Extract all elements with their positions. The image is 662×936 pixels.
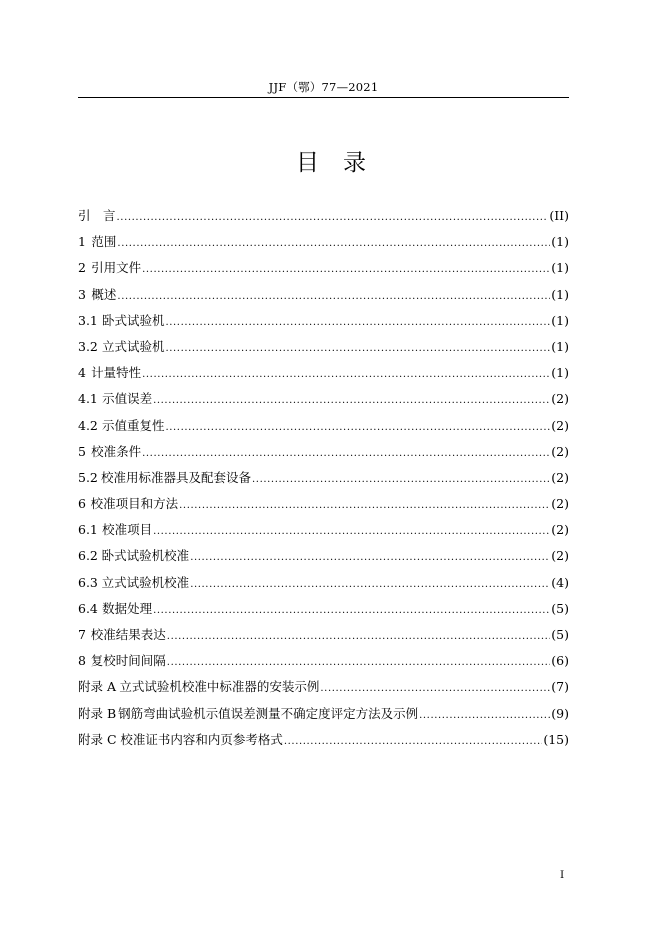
toc-entry-page: (1) — [551, 338, 569, 354]
toc-leader-dots — [165, 313, 550, 333]
toc-entry-number: 3 — [78, 286, 86, 302]
toc-leader-dots — [165, 339, 550, 359]
toc-leader-dots — [153, 391, 550, 411]
toc-entry-foreword[interactable] — [78, 206, 569, 232]
toc-entry-title: 卧式试验机 — [101, 312, 165, 328]
toc-entry-4-2[interactable] — [78, 416, 569, 442]
toc-leader-dots — [419, 706, 550, 726]
toc-entry-5-2[interactable] — [78, 468, 569, 494]
toc-entry-page: (9) — [551, 705, 569, 721]
toc-entry-number: 附录 A — [78, 679, 117, 695]
toc-entry-6[interactable] — [78, 494, 569, 520]
toc-entry-number: 3.1 — [78, 312, 98, 328]
toc-entry-8[interactable] — [78, 651, 569, 677]
toc-entry-number: 1 — [78, 234, 86, 250]
toc-entry-3-1[interactable] — [78, 311, 569, 337]
toc-entry-title: 范围 — [91, 234, 117, 250]
toc-entry-title: 立式试验机校准中标准器的安装示例 — [119, 679, 320, 695]
toc-entry-number: 6.3 — [78, 574, 98, 590]
toc-entry-2[interactable] — [78, 258, 569, 284]
toc-entry-title: 引用文件 — [91, 260, 142, 276]
toc-leader-dots — [117, 208, 549, 228]
toc-leader-dots — [117, 287, 550, 307]
toc-entry-appendix-c[interactable] — [78, 730, 569, 756]
toc-entry-title: 概述 — [91, 286, 117, 302]
toc-entry-6-1[interactable] — [78, 520, 569, 546]
running-header: JJF（鄂）77—2021 — [268, 80, 379, 94]
toc-leader-dots — [167, 627, 550, 647]
toc-entry-title: 立式试验机校准 — [101, 574, 190, 590]
toc-leader-dots — [117, 234, 550, 254]
toc-entry-page: (II) — [549, 208, 569, 223]
toc-entry-page: (2) — [551, 391, 569, 407]
toc-entry-3[interactable] — [78, 285, 569, 311]
toc-entry-3-2[interactable] — [78, 337, 569, 363]
toc-entry-page: (1) — [551, 234, 569, 250]
toc-entry-1[interactable] — [78, 232, 569, 258]
toc-entry-page: (7) — [551, 679, 569, 695]
toc-entry-number: 4.2 — [78, 417, 98, 433]
toc-entry-number: 2 — [78, 260, 86, 276]
toc-entry-page: (1) — [551, 260, 569, 276]
toc-entry-6-2[interactable] — [78, 546, 569, 572]
toc-entry-title: 校准条件 — [91, 443, 142, 459]
toc-entry-page: (1) — [551, 312, 569, 328]
toc-entry-number: 5 — [78, 443, 86, 459]
toc-entry-number: 4.1 — [78, 391, 98, 407]
toc-entry-page: (2) — [551, 496, 569, 512]
toc-title — [0, 148, 662, 178]
toc-leader-dots — [167, 653, 550, 673]
toc-leader-dots — [142, 260, 550, 280]
toc-leader-dots — [284, 732, 542, 752]
toc-entry-page: (5) — [551, 627, 569, 642]
toc-entry-page: (2) — [551, 522, 569, 538]
toc-entry-title: 数据处理 — [102, 600, 153, 616]
toc-entry-number: 附录 B — [78, 705, 117, 721]
toc-entry-number: 6.2 — [78, 548, 98, 564]
toc-leader-dots — [142, 444, 550, 464]
toc-entry-4[interactable] — [78, 363, 569, 389]
toc-entry-number: 8 — [78, 653, 86, 669]
toc-entry-number: 6.1 — [78, 522, 98, 538]
toc-leader-dots — [153, 522, 550, 542]
toc-entry-number: 3.2 — [78, 338, 98, 354]
toc-list — [78, 206, 569, 756]
toc-entry-title: 校准用标准器具及配套设备 — [101, 469, 252, 485]
toc-leader-dots — [142, 365, 550, 385]
toc-entry-page: (5) — [551, 600, 569, 616]
toc-entry-6-4[interactable] — [78, 599, 569, 625]
toc-entry-number: 引 言 — [78, 208, 116, 223]
toc-entry-number: 4 — [78, 365, 86, 381]
toc-leader-dots — [165, 418, 550, 438]
toc-entry-appendix-b[interactable] — [78, 704, 569, 730]
toc-entry-5[interactable] — [78, 442, 569, 468]
toc-entry-4-1[interactable] — [78, 389, 569, 415]
toc-entry-title: 计量特性 — [91, 365, 142, 381]
toc-leader-dots — [153, 601, 550, 621]
toc-leader-dots — [252, 470, 550, 490]
toc-entry-number: 附录 C — [78, 731, 117, 747]
toc-entry-title: 卧式试验机校准 — [101, 548, 190, 564]
toc-entry-title: 复校时间间隔 — [90, 653, 166, 669]
page-number: I — [560, 869, 565, 881]
toc-leader-dots — [190, 548, 550, 568]
toc-entry-title: 钢筋弯曲试验机示值误差测量不确定度评定方法及示例 — [118, 705, 419, 721]
toc-entry-page: (1) — [551, 286, 569, 302]
toc-entry-page: (2) — [551, 548, 569, 564]
toc-entry-page: (15) — [543, 731, 569, 747]
toc-entry-page: (1) — [551, 365, 569, 381]
toc-leader-dots — [190, 575, 550, 595]
toc-leader-dots — [320, 679, 550, 699]
toc-entry-appendix-a[interactable] — [78, 677, 569, 703]
toc-entry-page: (6) — [551, 653, 569, 669]
toc-entry-page: (2) — [551, 443, 569, 459]
toc-entry-page: (4) — [551, 574, 569, 590]
toc-title-char-1: 目 — [296, 150, 319, 176]
toc-entry-title: 校准项目和方法 — [90, 496, 179, 512]
toc-entry-page: (2) — [551, 417, 569, 433]
toc-entry-title: 示值重复性 — [101, 417, 165, 433]
toc-leader-dots — [179, 496, 550, 516]
toc-title-char-2: 录 — [343, 150, 366, 176]
toc-entry-number: 6.4 — [78, 600, 98, 616]
toc-entry-7[interactable] — [78, 625, 569, 651]
toc-entry-title: 校准证书内容和内页参考格式 — [120, 731, 283, 747]
toc-entry-6-3[interactable] — [78, 573, 569, 599]
toc-entry-page: (2) — [551, 469, 569, 485]
header-rule — [78, 97, 569, 98]
toc-entry-title: 立式试验机 — [101, 338, 165, 354]
toc-entry-title: 校准结果表达 — [90, 627, 166, 642]
toc-entry-title: 校准项目 — [102, 522, 153, 538]
toc-entry-number: 7 — [78, 627, 86, 642]
toc-entry-number: 5.2 — [78, 469, 98, 485]
toc-entry-number: 6 — [78, 496, 86, 512]
toc-entry-title: 示值误差 — [102, 391, 153, 407]
